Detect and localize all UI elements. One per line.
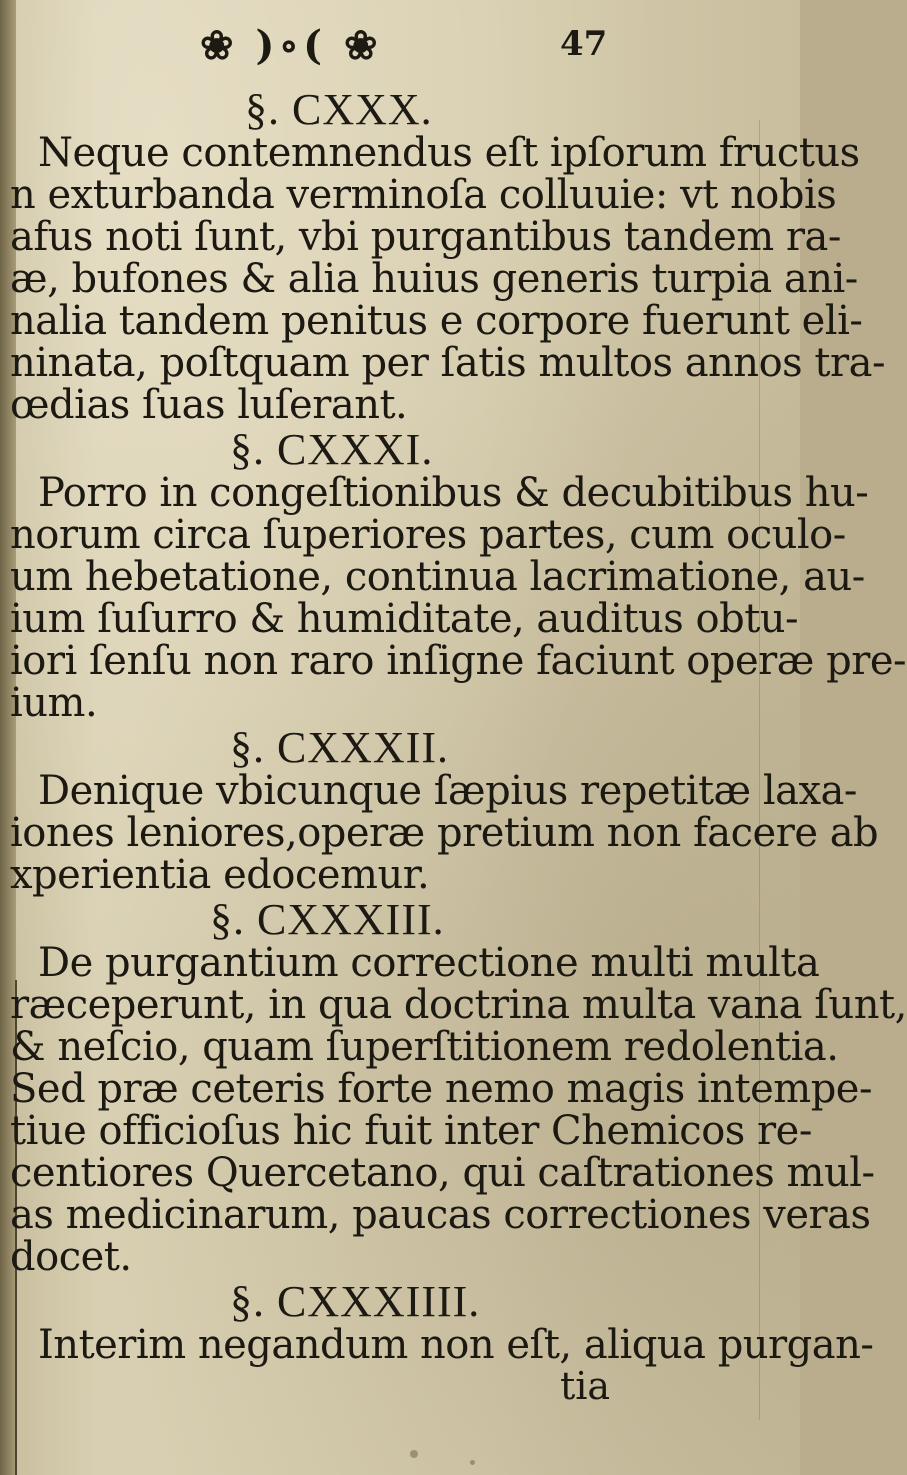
text-line: ium. — [10, 680, 98, 726]
header-ornament: ❀ )∘( ❀ — [200, 22, 382, 69]
text-line: nalia tandem penitus e corpore fuerunt eli- — [10, 298, 863, 344]
text-line: docet. — [10, 1234, 132, 1280]
catchword: tia — [560, 1364, 611, 1408]
section-heading: §. CXXXIII. — [210, 895, 445, 944]
text-line: De purgantium correctione multi multa — [38, 940, 820, 986]
text-line: iones leniores,operæ pretium non facere ab — [10, 810, 879, 856]
page-number: 47 — [560, 24, 608, 64]
text-line: Denique vbicunque ſæpius repetitæ laxa- — [38, 768, 857, 814]
paper-speck — [470, 1460, 475, 1465]
text-line: & neſcio, quam ſuperſtitionem redolentia. — [10, 1024, 839, 1070]
text-line: um hebetatione, continua lacrimatione, au- — [10, 554, 865, 600]
text-line: tiue officioſus hic fuit inter Chemicos re- — [10, 1108, 812, 1154]
text-line: Neque contemnendus eſt ipſorum fructus — [38, 130, 860, 176]
page-header — [0, 8, 800, 88]
section-heading: §. CXXXIIII. — [230, 1277, 481, 1326]
text-line: æ, bufones & alia huius generis turpia ani- — [10, 256, 858, 302]
text-line: centiores Quercetano, qui caſtrationes mul- — [10, 1150, 875, 1196]
text-line: norum circa ſuperiores partes, cum oculo- — [10, 512, 846, 558]
section-heading: §. CXXX. — [245, 85, 433, 134]
text-line: iori ſenſu non raro inſigne faciunt operæ pre- — [10, 638, 907, 684]
text-line: ium ſuſurro & humiditate, auditus obtu- — [10, 596, 799, 642]
text-line: n exturbanda verminoſa colluuie: vt nobis — [10, 172, 837, 218]
text-line: œdias ſuas luſerant. — [10, 382, 408, 428]
text-line: Porro in congeſtionibus & decubitibus hu- — [38, 470, 869, 516]
section-heading: §. CXXXI. — [230, 425, 434, 474]
text-line: Interim negandum non eſt, aliqua purgan- — [38, 1322, 874, 1368]
section-heading: §. CXXXII. — [230, 723, 449, 772]
text-line: xperientia edocemur. — [10, 852, 430, 898]
text-line: afus noti ſunt, vbi purgantibus tandem ra- — [10, 214, 841, 260]
text-line: Sed præ ceteris forte nemo magis intempe- — [10, 1066, 872, 1112]
text-line: ninata, poſtquam per ſatis multos annos tra- — [10, 340, 885, 386]
text-line: ræceperunt, in qua doctrina multa vana ſunt, — [10, 982, 907, 1028]
paper-speck — [410, 1450, 418, 1458]
text-line: as medicinarum, paucas correctiones veras — [10, 1192, 871, 1238]
